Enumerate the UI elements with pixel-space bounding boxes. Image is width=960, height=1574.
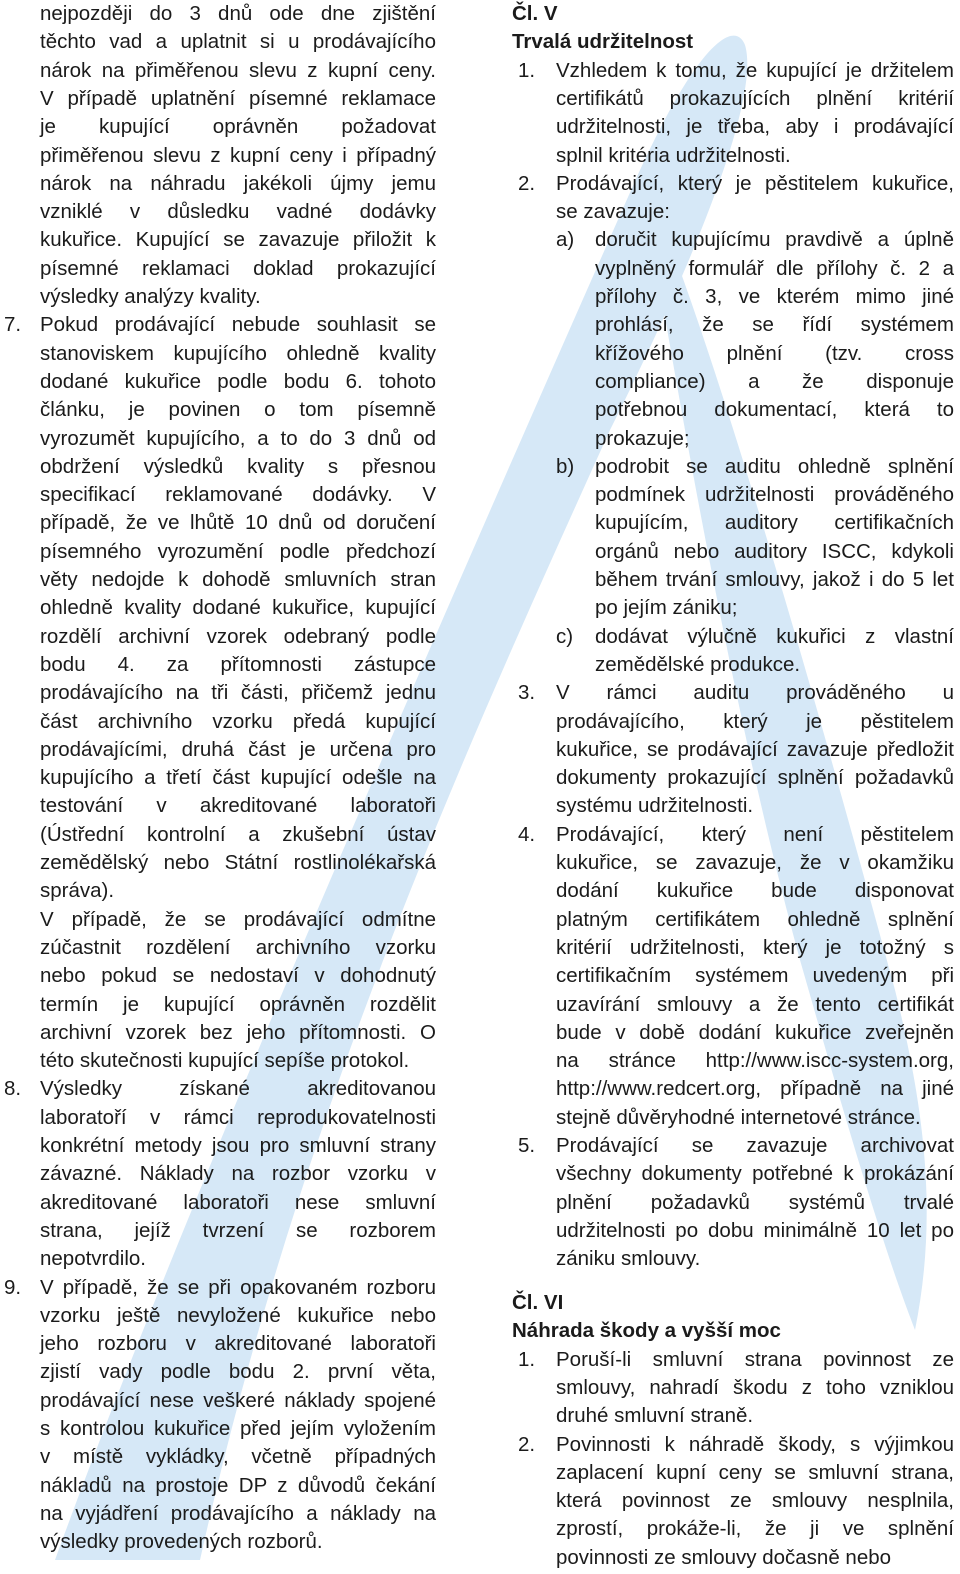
text-line: stanoviskem kupujícího ohledně kvality [40, 341, 436, 365]
text-line: část archivního vzorku předá kupující [40, 709, 436, 733]
text-line: testování v akreditované laboratoři [40, 794, 436, 818]
text-line: prohlásí, že se řídí systémem [595, 313, 954, 337]
text-line: (Ústřední kontrolní a zkušební ústav [40, 822, 436, 846]
text-line: doručit kupujícímu pravdivě a úplně [595, 228, 954, 252]
text-line: certifikačním systémem uvedeným při [556, 964, 954, 988]
text-line: Vzhledem k tomu, že kupující je držitelem [556, 58, 954, 82]
text-line: výsledky analýzy kvality. [40, 285, 261, 308]
text-line: nejpozději do 3 dnů ode dne zjištění [40, 2, 436, 25]
text-line: podrobit se auditu ohledně splnění [595, 454, 954, 478]
text-line: vyplněný formulář dle přílohy č. 2 a [595, 256, 954, 280]
text-line: prodávajícími, druhá část je určena pro [40, 737, 436, 761]
text-line: dokumenty prokazující splnění požadavků [556, 766, 954, 790]
text-line: nepotvrdilo. [40, 1247, 146, 1271]
text-line: prodávajícího na tři části, přičemž jednu [40, 681, 436, 705]
text-line: nákladů na prostoje DP z důvodů čekání [40, 1473, 436, 1497]
text-line: V rámci auditu prováděného u [556, 681, 954, 705]
list-number: 7. [4, 313, 22, 337]
text-line: přílohy č. 3, ve kterém mimo jiné [595, 285, 954, 308]
text-line: akreditované laboratoři nese smluvní [40, 1190, 436, 1214]
text-line: V případě uplatnění písemné reklamace [40, 86, 436, 110]
text-line: křížového plnění (tzv. cross [595, 341, 954, 365]
list-marker: c) [556, 624, 574, 648]
text-line: článku, je povinen o tom písemně [40, 398, 436, 422]
text-line: druhé smluvní straně. [556, 1404, 754, 1428]
text-line: laboratoří v rámci reprodukovatelnosti [40, 1105, 436, 1129]
text-line: zániku smlouvy. [556, 1247, 701, 1271]
text-line: zaplacení kupní ceny se smluvní strana, [556, 1460, 954, 1484]
text-line: všechny dokumenty potřebné k prokázání [556, 1162, 954, 1186]
list-marker: 1. [518, 1347, 536, 1371]
list-marker: 4. [518, 822, 536, 846]
text-line: která povinnost ze smlouvy nesplnila, [556, 1489, 954, 1513]
text-line: Prodávající, který není pěstitelem [556, 822, 954, 846]
text-line: na vyjádření prodávajícího a náklady na [40, 1501, 436, 1525]
text-line: ohledně kvality dodané kukuřice, kupující [40, 596, 436, 620]
section-heading: Náhrada škody a vyšší moc [512, 1319, 781, 1343]
text-line: nárok na náhradu jakékoli újmy jemu [40, 171, 436, 195]
text-line: těchto vad a uplatnit si u prodávajícího [40, 30, 436, 54]
list-number: 8. [4, 1077, 22, 1101]
list-marker: 2. [518, 171, 536, 195]
text-line: konkrétní metody jsou pro smluvní strany [40, 1134, 436, 1157]
text-line: archivní vzorek bez jeho přítomnosti. O [40, 1020, 436, 1044]
section-heading: Čl. VI [512, 1291, 564, 1315]
text-line: smlouvy, nahradí škodu z toho vzniklou [556, 1375, 954, 1399]
text-line: vzorku ještě nevyložené kukuřice nebo [40, 1303, 436, 1327]
text-line: po jejím zániku; [595, 596, 738, 620]
text-line: se zavazuje: [556, 200, 670, 224]
text-line: na stránce http://www.iscc-system.org, [556, 1049, 954, 1073]
text-line: vzniklé v důsledku vadné dodávky [40, 200, 436, 224]
text-line: této skutečnosti kupující sepíše protokol. [40, 1049, 410, 1073]
text-line: kupujícího a třetí část kupující odešle na [40, 766, 436, 790]
text-line: Prodávající, který je pěstitelem kukuřice, [556, 171, 954, 195]
text-line: prodávající nese veškeré náklady spojené [40, 1388, 436, 1412]
text-line: je kupující oprávněn požadovat [40, 115, 436, 139]
list-marker: 5. [518, 1134, 536, 1157]
text-line: V případě, že se při opakovaném rozboru [40, 1275, 436, 1299]
text-line: splnil kritéria udržitelnosti. [556, 143, 791, 167]
text-line: kukuřice, se prodávající zavazuje předložit [556, 737, 954, 761]
text-line: kritérií udržitelnosti, který je totožný s [556, 935, 954, 959]
text-line: Prodávající se zavazuje archivovat [556, 1134, 954, 1157]
text-line: písemného vyrozumění podle předchozí [40, 539, 436, 563]
list-number: 9. [4, 1275, 22, 1299]
section-heading: Čl. V [512, 2, 558, 25]
text-line: Výsledky získané akreditovanou [40, 1077, 436, 1101]
text-line: bodu 4. za přítomnosti zástupce [40, 652, 436, 676]
text-line: orgánů nebo auditory ISCC, kdykoli [595, 539, 954, 563]
text-line: podmínek udržitelnosti prováděného [595, 483, 954, 507]
list-marker: 3. [518, 681, 536, 705]
text-line: bude v době dodání kukuřice zveřejněn [556, 1020, 954, 1044]
text-line: potřebnou dokumentací, která to [595, 398, 954, 422]
text-line: zemědělský nebo Státní rostlinolékařská [40, 851, 436, 874]
text-line: správa). [40, 879, 115, 903]
text-line: rozdělí archivní vzorek odebraný podle [40, 624, 436, 648]
text-line: výsledky provedených rozborů. [40, 1530, 323, 1554]
list-marker: 1. [518, 58, 536, 82]
text-line: dodávat výlučně kukuřici z vlastní [595, 624, 954, 648]
text-line: věty nedojde k dohodě smluvních stran [40, 568, 436, 591]
text-line: zúčastnit rozdělení archivního vzorku [40, 935, 436, 959]
text-line: Pokud prodávající nebude souhlasit se [40, 313, 436, 337]
text-line: Povinnosti k náhradě škody, s výjimkou [556, 1432, 954, 1456]
text-line: v místě vykládky, včetně případných [40, 1445, 436, 1469]
text-line: V případě, že se prodávající odmítne [40, 907, 436, 931]
text-line: zjistí vady podle bodu 2. první věta, [40, 1360, 436, 1384]
text-line: kukuřice, se zavazuje, že v okamžiku [556, 851, 954, 874]
text-line: udržitelnosti po dobu minimálně 10 let po [556, 1218, 954, 1242]
text-line: strana, jejíž tvrzení se rozborem [40, 1218, 436, 1242]
text-line: vyrozumět kupujícího, a to do 3 dnů od [40, 426, 436, 450]
list-marker: b) [556, 454, 575, 478]
text-line: kupujícím, auditory certifikačních [595, 511, 954, 535]
text-line: dodání kukuřice bude disponovat [556, 879, 954, 903]
text-line: certifikátů prokazujících plnění kritérií [556, 86, 954, 110]
text-line: přiměřenou slevu z kupní ceny i případný [40, 143, 436, 167]
text-line: během trvání smlouvy, jakož i do 5 let [595, 568, 954, 591]
text-line: nárok na přiměřenou slevu z kupní ceny. [40, 58, 436, 82]
list-marker: a) [556, 228, 575, 252]
text-line: platným certifikátem ohledně splnění [556, 907, 954, 931]
text-line: s kontrolou kukuřice před jejím vyložením [40, 1417, 436, 1440]
text-line: termín je kupující oprávněn rozdělit [40, 992, 436, 1016]
text-line: specifikací reklamované dodávky. V [40, 483, 436, 507]
text-line: uzavírání smlouvy a že tento certifikát [556, 992, 954, 1016]
text-line: nebo pokud se nedostaví v dohodnutý [40, 964, 436, 988]
text-line: Poruší-li smluvní strana povinnost ze [556, 1347, 954, 1371]
text-line: kukuřice. Kupující se zavazuje přiložit k [40, 228, 436, 252]
text-line: prodávajícího, který je pěstitelem [556, 709, 954, 733]
text-line: jeho rozboru v akreditované laboratoři [40, 1332, 436, 1356]
text-line: zemědělské produkce. [595, 652, 801, 676]
text-line: písemné reklamaci doklad prokazující [40, 256, 436, 280]
text-line: zprostí, prokáže-li, že ji ve splnění [556, 1517, 954, 1541]
text-line: plnění požadavků systémů trvalé [556, 1190, 954, 1214]
text-line: případě, že ve lhůtě 10 dnů od doručení [40, 511, 436, 535]
list-marker: 2. [518, 1432, 536, 1456]
section-heading: Trvalá udržitelnost [512, 30, 694, 54]
text-line: compliance) a že disponuje [595, 369, 954, 393]
text-line: stejně důvěryhodné internetové stránce. [556, 1105, 921, 1129]
text-line: dodané kukuřice podle bodu 6. tohoto [40, 369, 436, 393]
text-line: udržitelnosti, je třeba, aby i prodávající [556, 115, 954, 139]
text-line: obdržení výsledků kvality s přesnou [40, 454, 436, 478]
text-line: závazné. Náklady na rozbor vzorku v [40, 1162, 436, 1186]
text-line: systému udržitelnosti. [556, 794, 754, 818]
text-line: povinnosti ze smlouvy dočasně nebo [556, 1545, 892, 1569]
text-line: http://www.redcert.org, případně na jiné [556, 1077, 954, 1101]
text-line: prokazuje; [595, 426, 690, 450]
